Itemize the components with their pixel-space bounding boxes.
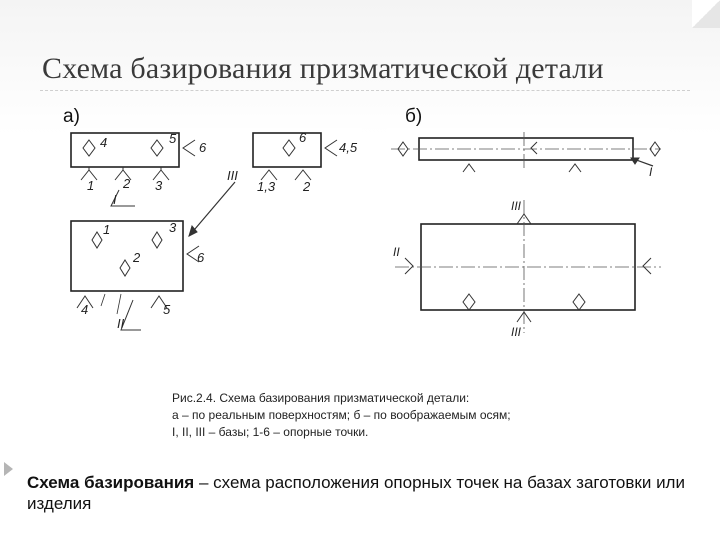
point-1: 1: [87, 178, 95, 193]
slide-corner-decoration: [692, 0, 720, 28]
point-c1: 1: [103, 222, 111, 237]
base-III-label-top: III: [511, 199, 522, 213]
caption-line-2: а – по реальным поверхностям; б – по воображаемым осям;: [172, 408, 511, 422]
point-3: 3: [155, 178, 163, 193]
caption-line-1: Рис.2.4. Схема базирования призматической детали:: [172, 391, 470, 405]
point-c4: 4: [81, 302, 89, 317]
title-divider: [40, 90, 690, 91]
side-support-icon: [325, 140, 337, 156]
figure-a-label: а): [63, 106, 80, 127]
point-c2: 2: [133, 250, 141, 265]
support-point-icon: [120, 260, 130, 276]
points-4-5: 4,5: [339, 140, 358, 155]
block-bottom: [71, 221, 183, 291]
point-6b: 6: [299, 130, 307, 145]
side-support-icon: [405, 258, 413, 274]
base-I-label: I: [649, 165, 653, 179]
side-support-icon: [531, 142, 537, 154]
point-2b: 2: [303, 179, 311, 194]
figure-caption: [172, 390, 511, 441]
point-c5: 5: [163, 302, 171, 317]
support-triangle-icon: [463, 164, 475, 172]
figure-b: [387, 128, 669, 342]
figure-b-drawing: [387, 128, 669, 342]
side-support-icon: [183, 140, 195, 156]
base-III-label-bottom: III: [511, 325, 522, 339]
point-c3: 3: [169, 220, 177, 235]
support-point-icon: [463, 294, 475, 310]
support-point-icon: [573, 294, 585, 310]
base-III-label: III: [227, 168, 238, 183]
support-point-icon: [92, 232, 102, 248]
definition-paragraph: [27, 472, 707, 514]
base-II-label: II: [117, 316, 125, 331]
figure-b-label: б): [405, 106, 423, 127]
block-top-right: [253, 133, 321, 167]
definition-term: Схема базирования: [27, 473, 195, 492]
point-5: 5: [169, 131, 177, 146]
support-point-icon: [283, 140, 295, 156]
caption-line-3: I, II, III – базы; 1-6 – опорные точки.: [172, 425, 369, 439]
support-triangle-icon: [569, 164, 581, 172]
point-c6: 6: [197, 250, 205, 265]
definition-text: – схема расположения опорных точек на базах заготовки или изделия: [27, 473, 685, 513]
side-support-icon: [643, 258, 651, 274]
block-top-left: [71, 133, 179, 167]
base-II-label: II: [393, 245, 400, 259]
point-2: 2: [123, 176, 131, 191]
point-6: 6: [199, 140, 207, 155]
figure-a-drawing: [67, 128, 362, 342]
bullet-arrow-icon: [4, 462, 13, 476]
base-I-label: I: [113, 192, 117, 207]
point-4: 4: [100, 135, 108, 150]
support-point-icon: [152, 232, 162, 248]
page-title: Схема базирования призматической детали: [42, 52, 604, 85]
base-arrow-III: [189, 182, 235, 236]
figure-a: [67, 128, 362, 342]
points-1-3: 1,3: [257, 179, 276, 194]
support-point-icon: [83, 140, 95, 156]
support-point-icon: [151, 140, 163, 156]
